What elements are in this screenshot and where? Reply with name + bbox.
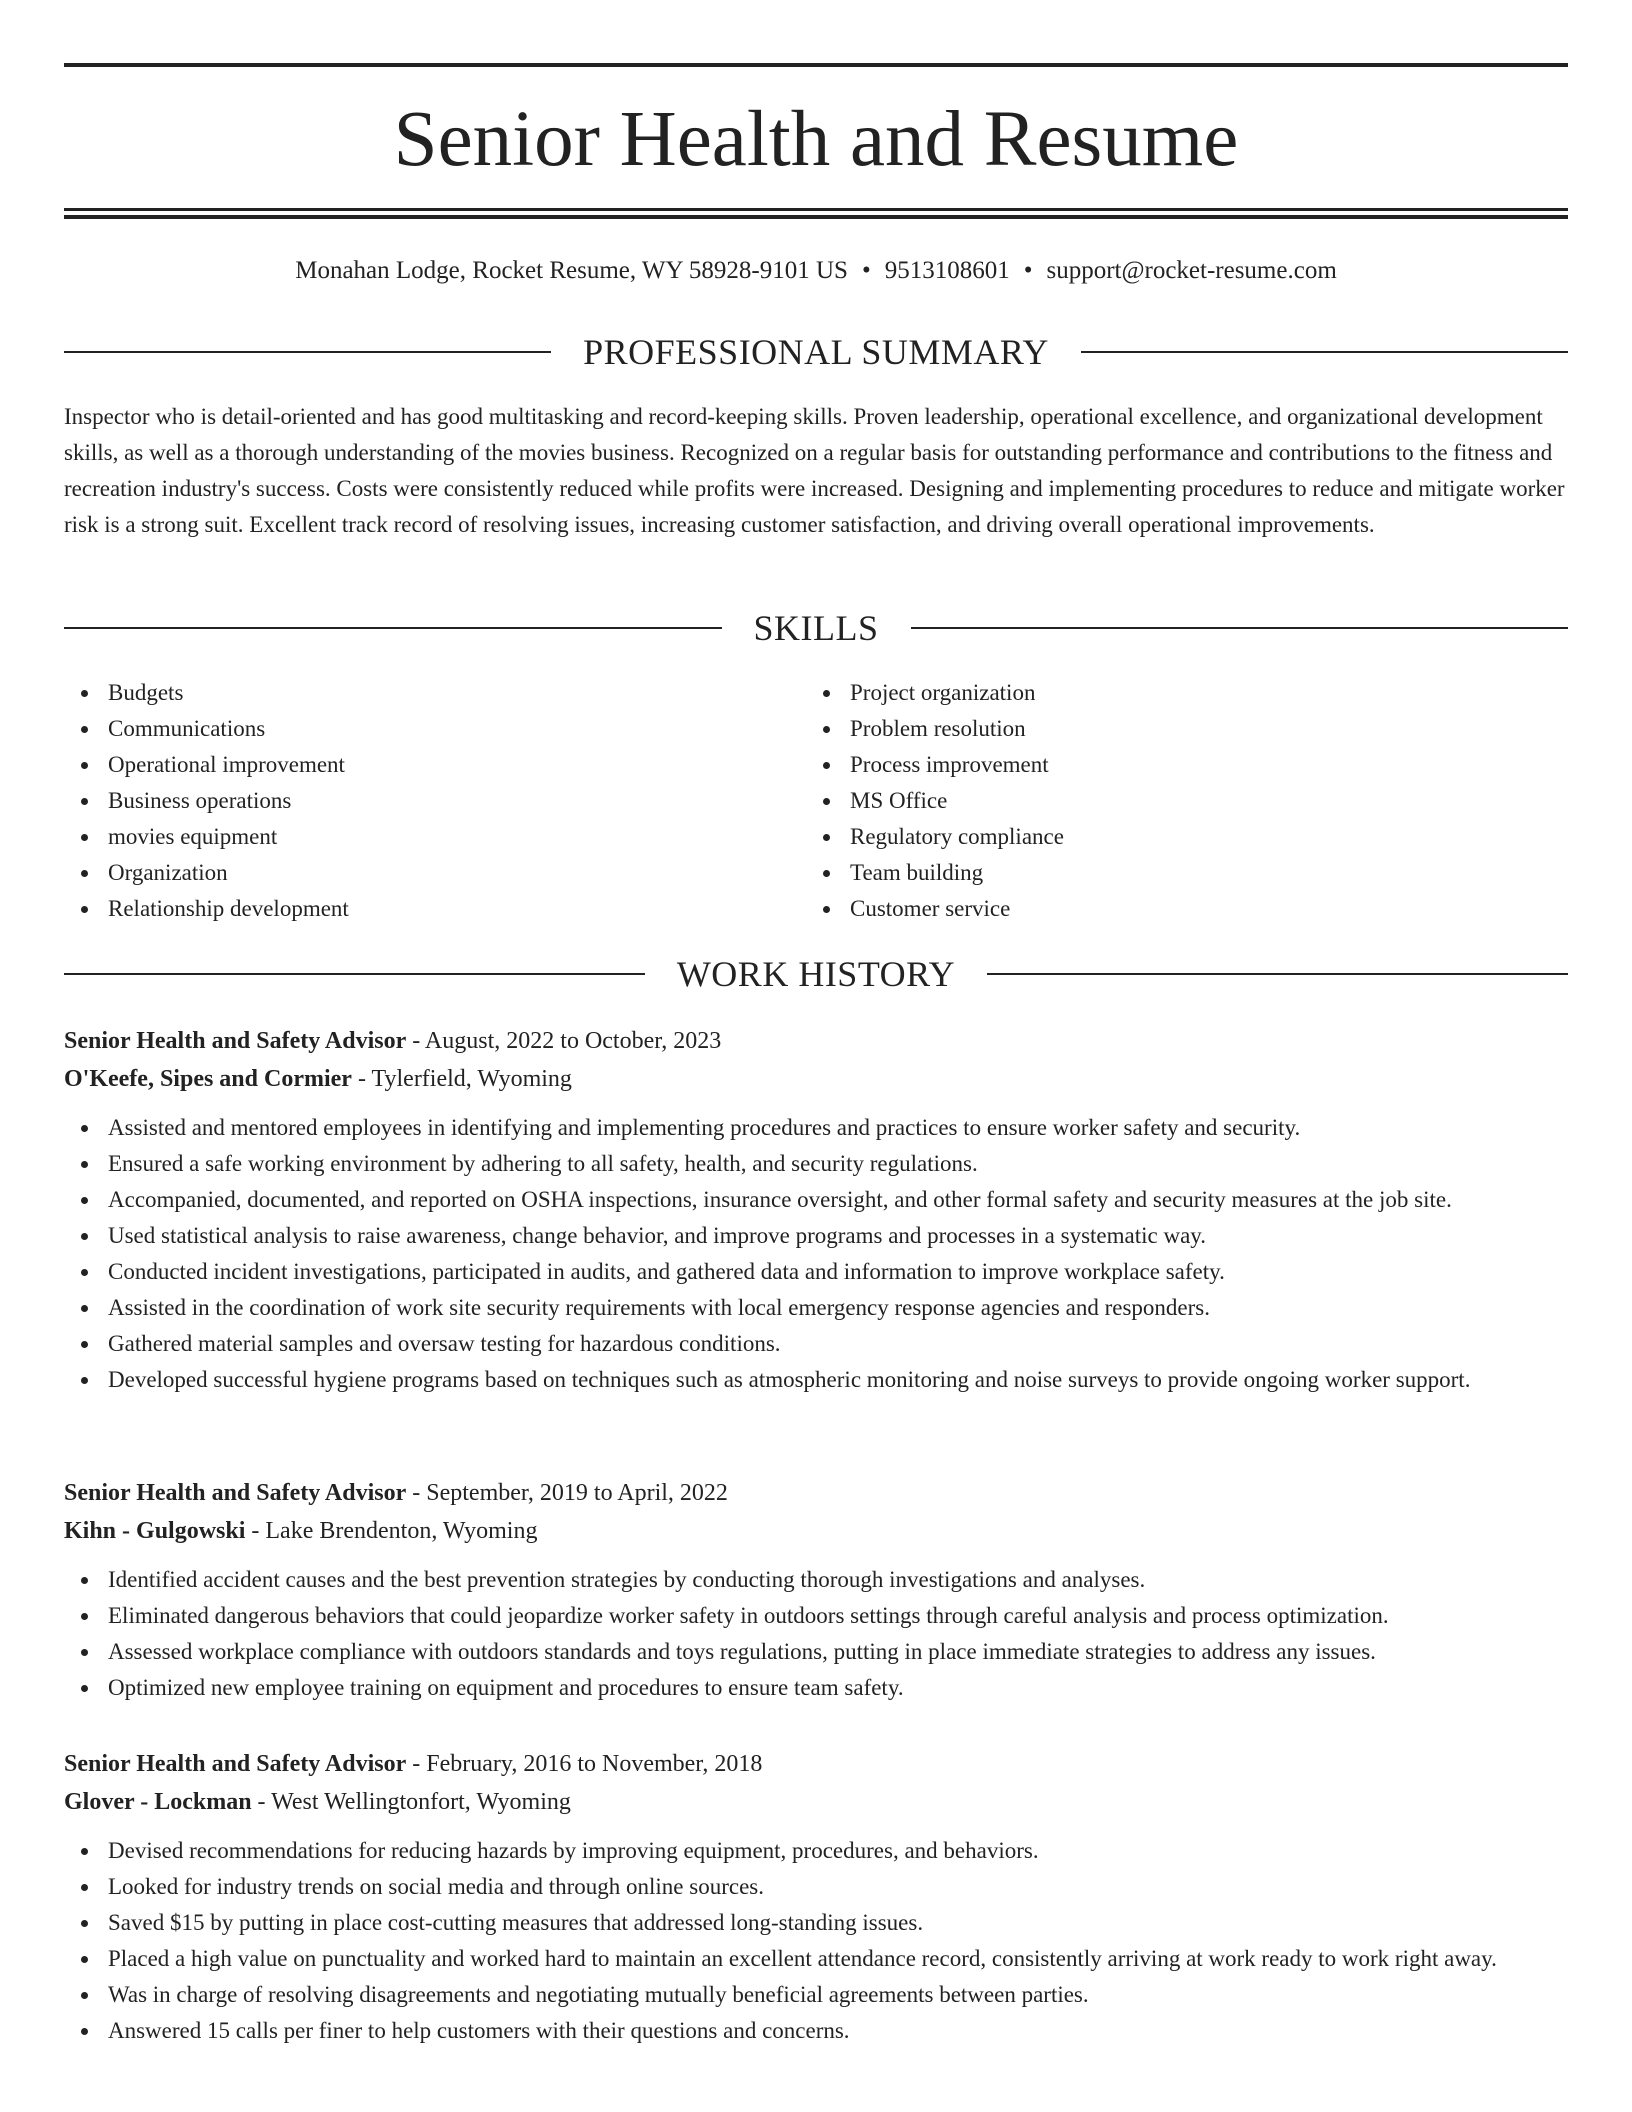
skill-item: movies equipment <box>64 819 804 855</box>
job-bullet: Placed a high value on punctuality and worked hard to maintain an excellent attendance record, consistently arriving at work ready to work right away. <box>64 1941 1568 1977</box>
job-role: Senior Health and Safety Advisor <box>64 1480 407 1506</box>
skill-item: Project organization <box>806 675 1566 711</box>
job-bullet: Assisted in the coordination of work site security requirements with local emergency response agencies and responders. <box>64 1290 1568 1326</box>
skill-item: Team building <box>806 855 1566 891</box>
job-bullet: Was in charge of resolving disagreements and negotiating mutually beneficial agreements between parties. <box>64 1977 1568 2013</box>
job-bullet: Answered 15 calls per finer to help customers with their questions and concerns. <box>64 2013 1568 2049</box>
skill-item: Organization <box>64 855 804 891</box>
summary-text: Inspector who is detail-oriented and has good multitasking and record-keeping skills. Proven leadership, operational excellence, and organizational development skills, as well as a thorough understanding of the movies business. Recognized on a regular basis for outstanding performance and contributions to the fitness and recreation industry's success. Costs were consistently reduced while profits were increased. Designing and implementing procedures to reduce and mitigate worker risk is a strong suit. Excellent track record of resolving issues, increasing customer satisfaction, and driving overall operational improvements. <box>64 404 1565 537</box>
job-bullet: Eliminated dangerous behaviors that could jeopardize worker safety in outdoors settings through careful analysis and process optimization. <box>64 1598 1568 1634</box>
job-bullet: Assessed workplace compliance with outdoors standards and toys regulations, putting in place immediate strategies to address any issues. <box>64 1634 1568 1670</box>
contact-line <box>64 253 1568 289</box>
job-bullet: Assisted and mentored employees in identifying and implementing procedures and practices to ensure worker safety and security. <box>64 1110 1568 1146</box>
job-bullets <box>64 1562 1568 1706</box>
contact-address: Monahan Lodge, Rocket Resume, WY 58928-9101 US <box>295 257 848 284</box>
job-entry <box>64 1022 1568 1398</box>
contact-separator: • <box>861 257 871 284</box>
job-entry <box>64 1745 1568 2049</box>
job-company-line <box>64 1060 1568 1098</box>
skill-item: Relationship development <box>64 891 804 927</box>
top-rule <box>64 63 1568 67</box>
job-company: Kihn - Gulgowski <box>64 1518 246 1544</box>
contact-phone: 9513108601 <box>884 257 1010 284</box>
skills-list-right <box>806 675 1566 927</box>
heading-rule <box>911 627 1569 629</box>
heading-rule <box>64 973 645 975</box>
job-role: Senior Health and Safety Advisor <box>64 1028 407 1054</box>
resume-title: Senior Health and Resume <box>393 96 1239 183</box>
contact-email: support@rocket-resume.com <box>1046 257 1337 284</box>
job-bullet: Optimized new employee training on equipment and procedures to ensure team safety. <box>64 1670 1568 1706</box>
job-bullet: Used statistical analysis to raise awareness, change behavior, and improve programs and processes in a systematic way. <box>64 1218 1568 1254</box>
job-bullet: Saved $15 by putting in place cost-cutting measures that addressed long-standing issues. <box>64 1905 1568 1941</box>
job-location: - West Wellingtonfort, Wyoming <box>251 1789 571 1815</box>
skill-item: Communications <box>64 711 804 747</box>
job-bullets <box>64 1110 1568 1398</box>
summary-title: PROFESSIONAL SUMMARY <box>583 332 1049 372</box>
skill-item: MS Office <box>806 783 1566 819</box>
skill-item: Operational improvement <box>64 747 804 783</box>
job-entry <box>64 1474 1568 1706</box>
heading-rule <box>987 973 1568 975</box>
job-role-line <box>64 1745 1568 1783</box>
job-role-line <box>64 1022 1568 1060</box>
job-dates: - August, 2022 to October, 2023 <box>406 1028 722 1054</box>
job-role: Senior Health and Safety Advisor <box>64 1751 407 1777</box>
job-bullets <box>64 1833 1568 2049</box>
title-rule-upper <box>64 208 1568 211</box>
job-bullet: Conducted incident investigations, participated in audits, and gathered data and information to improve workplace safety. <box>64 1254 1568 1290</box>
skill-item: Business operations <box>64 783 804 819</box>
job-bullet: Identified accident causes and the best prevention strategies by conducting thorough investigations and analyses. <box>64 1562 1568 1598</box>
job-location: - Lake Brendenton, Wyoming <box>245 1518 538 1544</box>
heading-rule <box>1081 351 1568 353</box>
work-title: WORK HISTORY <box>676 954 956 994</box>
skills-heading <box>64 606 1568 650</box>
job-dates: - September, 2019 to April, 2022 <box>406 1480 728 1506</box>
job-company: O'Keefe, Sipes and Cormier <box>64 1066 352 1092</box>
job-dates: - February, 2016 to November, 2018 <box>406 1751 763 1777</box>
skill-item: Regulatory compliance <box>806 819 1566 855</box>
skill-item: Problem resolution <box>806 711 1566 747</box>
heading-rule <box>64 351 551 353</box>
heading-rule <box>64 627 722 629</box>
summary-heading <box>64 330 1568 374</box>
job-bullet: Ensured a safe working environment by adhering to all safety, health, and security regulations. <box>64 1146 1568 1182</box>
skills-title: SKILLS <box>753 608 879 648</box>
skills-list-left <box>64 675 804 927</box>
job-company-line <box>64 1783 1568 1821</box>
skill-item: Process improvement <box>806 747 1566 783</box>
job-bullet: Devised recommendations for reducing hazards by improving equipment, procedures, and behaviors. <box>64 1833 1568 1869</box>
job-company-line <box>64 1512 1568 1550</box>
job-location: - Tylerfield, Wyoming <box>351 1066 572 1092</box>
job-role-line <box>64 1474 1568 1512</box>
job-company: Glover - Lockman <box>64 1789 252 1815</box>
skill-item: Customer service <box>806 891 1566 927</box>
title-rule-lower <box>64 215 1568 219</box>
job-bullet: Gathered material samples and oversaw testing for hazardous conditions. <box>64 1326 1568 1362</box>
work-heading <box>64 952 1568 996</box>
job-bullet: Accompanied, documented, and reported on OSHA inspections, insurance oversight, and other formal safety and security measures at the job site. <box>64 1182 1568 1218</box>
job-bullet: Developed successful hygiene programs based on techniques such as atmospheric monitoring and noise surveys to provide ongoing worker support. <box>64 1362 1568 1398</box>
job-bullet: Looked for industry trends on social media and through online sources. <box>64 1869 1568 1905</box>
skill-item: Budgets <box>64 675 804 711</box>
contact-separator: • <box>1023 257 1033 284</box>
